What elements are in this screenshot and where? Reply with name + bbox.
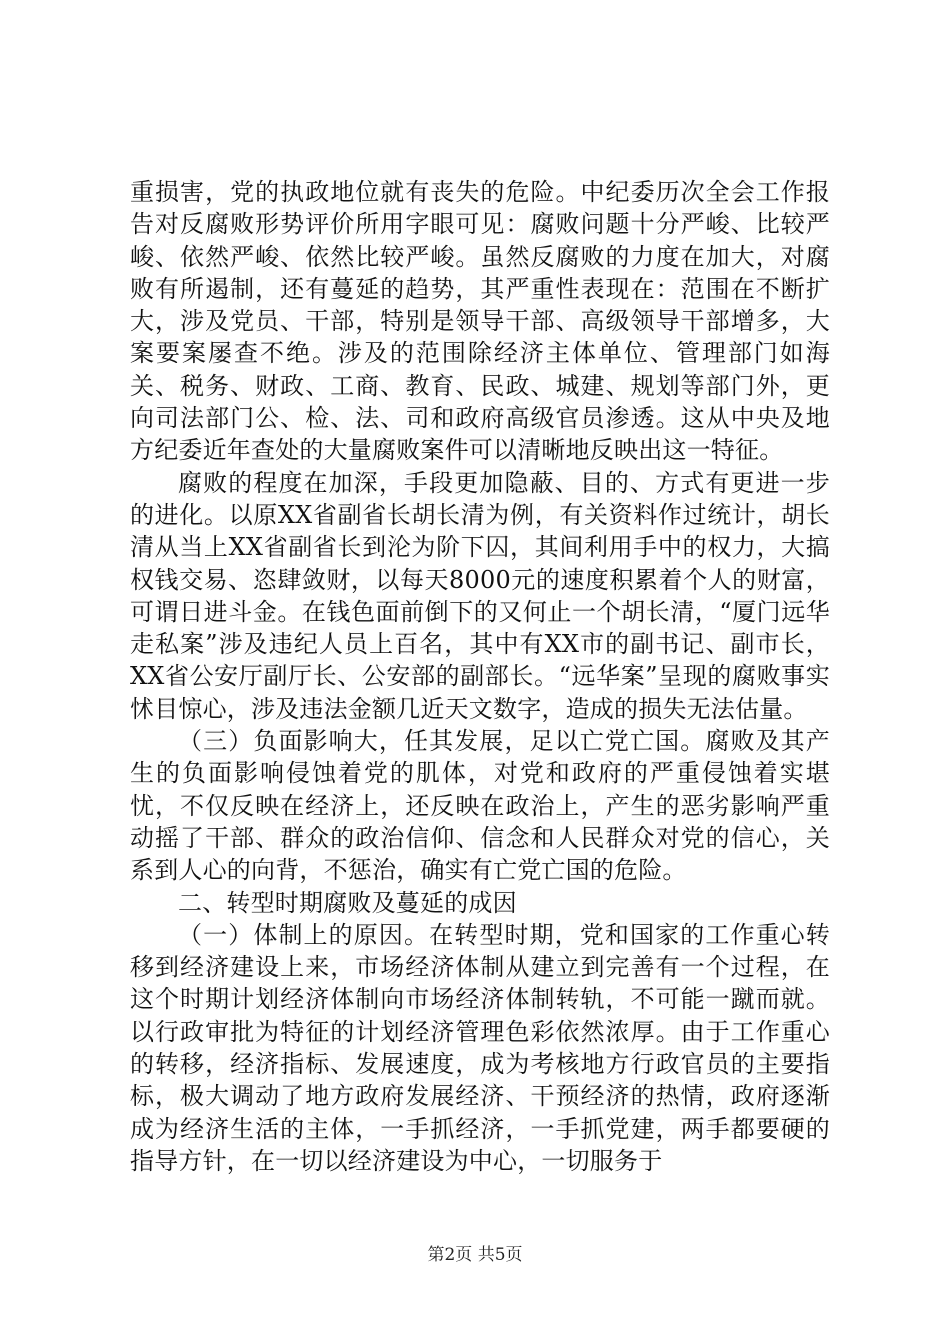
page-footer: 第2页 共5页	[427, 1245, 523, 1265]
paragraph-continuation: 重损害，党的执政地位就有丧失的危险。中纪委历次全会工作报告对反腐败形势评价所用字眼可见：腐败问题十分严峻、比较严峻、依然严峻、依然比较严峻。虽然反腐败的力度在加大，对腐败有所遏制，还有蔓延的趋势，其严重性表现在：范围在不断扩大，涉及党员、干部，特别是领导干部、高级领导干部增多，大案要案屡查不绝。涉及的范围除经济主体单位、管理部门如海关、税务、财政、工商、教育、民政、城建、规划等部门外，更向司法部门公、检、法、司和政府高级官员渗透。这从中央及地方纪委近年查处的大量腐败案件可以清晰地反映出这一特征。	[130, 178, 830, 465]
paragraph-corruption-depth: 腐败的程度在加深，手段更加隐蔽、目的、方式有更进一步的进化。以原XX省副省长胡长清为例，有关资料作过统计，胡长清从当上XX省副省长到沦为阶下囚，其间利用手中的权力，大搞权钱交易、恣肆敛财，以每天8000元的速度积累着个人的财富，可谓日进斗金。在钱色面前倒下的又何止一个胡长清，“厦门远华走私案”涉及违纪人员上百名，其中有XX市的副书记、副市长，XX省公安厅副厅长、公安部的副部长。“远华案”呈现的腐败事实怵目惊心，涉及违法金额几近天文数字，造成的损失无法估量。	[130, 468, 830, 723]
paragraph-negative-impact: （三）负面影响大，任其发展，足以亡党亡国。腐败及其产生的负面影响侵蚀着党的肌体，对党和政府的严重侵蚀着实堪忧，不仅反映在经济上，还反映在政治上，产生的恶劣影响严重动摇了干部、群众的政治信仰、信念和人民群众对党的信心，关系到人心的向背，不惩治，确实有亡党亡国的危险。	[130, 727, 830, 885]
document-body	[130, 176, 830, 1177]
paragraph-institutional-causes: （一）体制上的原因。在转型时期，党和国家的工作重心转移到经济建设上来，市场经济体制从建立到完善有一个过程，在这个时期计划经济体制向市场经济体制转轨，不可能一蹴而就。以行政审批为特征的计划经济管理色彩依然浓厚。由于工作重心的转移，经济指标、发展速度，成为考核地方行政官员的主要指标，极大调动了地方政府发展经济、干预经济的热情，政府逐渐成为经济生活的主体，一手抓经济，一手抓党建，两手都要硬的指导方针，在一切以经济建设为中心，一切服务于	[130, 920, 830, 1175]
section-heading-causes: 二、转型时期腐败及蔓延的成因	[178, 888, 517, 917]
